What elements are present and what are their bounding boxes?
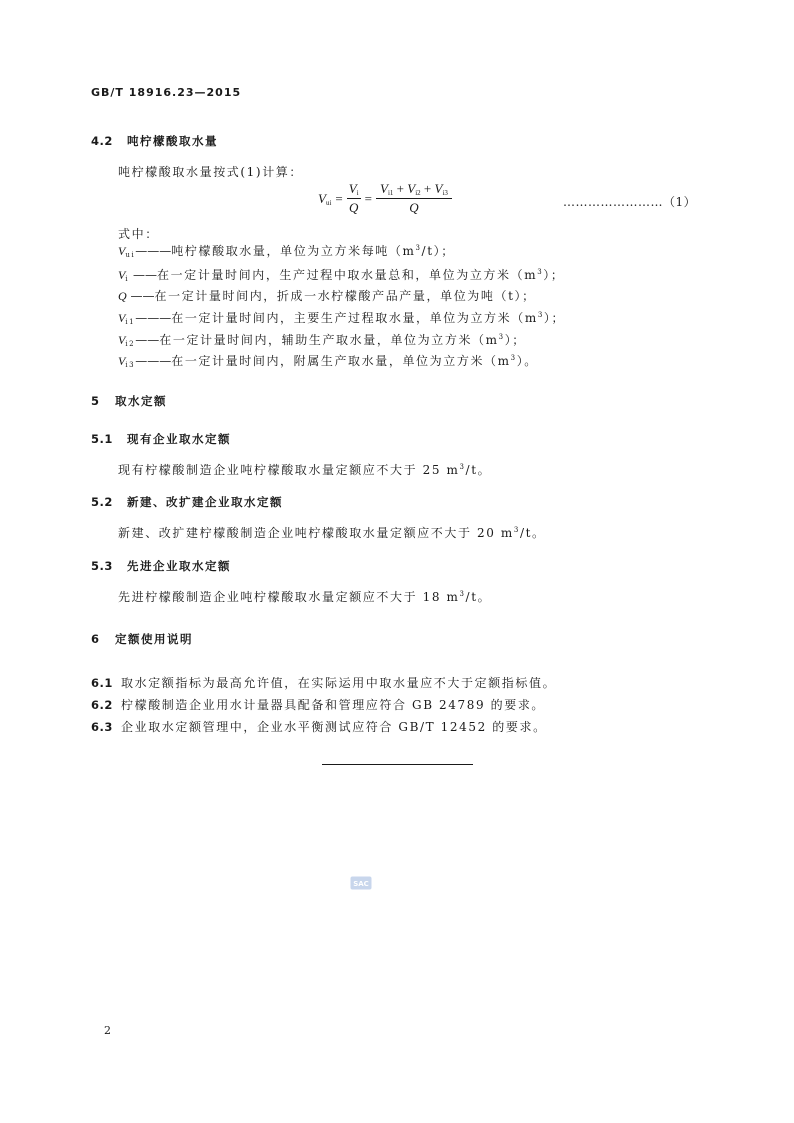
definition-row bbox=[118, 309, 565, 326]
definition-text: 在一定计量时间内，生产过程中取水量总和，单位为立方米（m bbox=[157, 268, 538, 282]
subsection-title: 先进企业取水定额 bbox=[127, 559, 231, 573]
definition-dash: —— bbox=[126, 289, 155, 303]
definition-tail: ）； bbox=[543, 268, 565, 282]
quota-unit-tail: /t。 bbox=[465, 590, 492, 604]
unit-superscript: 3 bbox=[510, 354, 517, 362]
section-5-heading bbox=[91, 393, 167, 409]
usage-item bbox=[91, 694, 545, 713]
subsection-title: 新建、改扩建企业取水定额 bbox=[127, 495, 283, 509]
definition-tail: ）。 bbox=[516, 354, 538, 368]
sac-watermark-logo bbox=[350, 876, 372, 890]
definition-row bbox=[118, 287, 536, 304]
definition-dash: —— bbox=[135, 333, 160, 347]
section-number: 4.2 bbox=[91, 134, 113, 148]
usage-item bbox=[91, 716, 547, 735]
definition-tail: ）； bbox=[543, 311, 566, 325]
variable-subscript: ui bbox=[125, 251, 136, 259]
variable-symbol: V bbox=[118, 354, 126, 368]
unit-superscript: 3 bbox=[415, 244, 422, 252]
quota-text: 先进柠檬酸制造企业吨柠檬酸取水量定额应不大于 18 m bbox=[118, 590, 460, 604]
unit-superscript: 3 bbox=[513, 526, 520, 534]
definition-tail: ）； bbox=[504, 333, 526, 347]
quota-unit-tail: /t。 bbox=[519, 526, 546, 540]
section-title: 取水定额 bbox=[115, 394, 167, 408]
variable-subscript: i1 bbox=[125, 318, 136, 326]
item-number: 6.2 bbox=[91, 698, 113, 712]
equation-lhs: $V_{ui}$ bbox=[318, 190, 332, 207]
equals-sign: = bbox=[364, 190, 372, 206]
definition-text: 在一定计量时间内，辅助生产取水量，单位为立方米（m bbox=[159, 333, 499, 347]
standard-code: GB/T 18916.23—2015 bbox=[91, 86, 242, 99]
formula-intro: 吨柠檬酸取水量按式(1)计算： bbox=[118, 165, 303, 179]
fraction-vi-over-q: $\frac{V_i}{Q}$ bbox=[348, 181, 359, 215]
definition-row bbox=[118, 242, 455, 259]
quota-text: 新建、改扩建柠檬酸制造企业吨柠檬酸取水量定额应不大于 20 m bbox=[118, 526, 514, 540]
definition-tail: /t）； bbox=[421, 244, 455, 258]
item-number: 6.1 bbox=[91, 676, 113, 690]
definition-text: 在一定计量时间内，主要生产过程取水量，单位为立方米（m bbox=[171, 311, 538, 325]
section-title: 定额使用说明 bbox=[115, 632, 193, 646]
definition-dash: ——— bbox=[135, 244, 172, 258]
end-of-standard-rule bbox=[322, 764, 473, 765]
section-number: 5 bbox=[91, 394, 100, 408]
subsection-heading bbox=[91, 431, 231, 447]
variable-symbol: V bbox=[118, 311, 126, 325]
page-number: 2 bbox=[104, 1024, 113, 1037]
equals-sign: = bbox=[335, 190, 343, 206]
definition-dash: ——— bbox=[135, 311, 172, 325]
variable-subscript: i2 bbox=[125, 340, 136, 348]
equation-number: ……………………（1） bbox=[563, 195, 697, 209]
unit-superscript: 3 bbox=[537, 268, 544, 276]
variable-symbol: Q bbox=[118, 289, 127, 303]
equation-1 bbox=[318, 181, 452, 216]
definition-row bbox=[118, 331, 526, 348]
sac-logo-icon bbox=[350, 876, 372, 890]
section-number: 6 bbox=[91, 632, 100, 646]
unit-superscript: 3 bbox=[459, 590, 466, 598]
subsection-text bbox=[118, 461, 491, 478]
definition-row bbox=[118, 266, 564, 283]
item-text: 取水定额指标为最高允许值，在实际运用中取水量应不大于定额指标值。 bbox=[121, 676, 557, 690]
definition-dash: ——— bbox=[135, 354, 172, 368]
subsection-text bbox=[118, 588, 491, 605]
item-number: 6.3 bbox=[91, 720, 113, 734]
watermark-text: SAC bbox=[353, 880, 369, 888]
definition-dash: —— bbox=[129, 268, 158, 282]
definition-text: 吨柠檬酸取水量，单位为立方米每吨（m bbox=[171, 244, 416, 258]
subsection-heading bbox=[91, 494, 283, 510]
quota-unit-tail: /t。 bbox=[465, 463, 492, 477]
section-6-heading bbox=[91, 631, 193, 647]
unit-superscript: 3 bbox=[537, 311, 544, 319]
variable-symbol: V bbox=[118, 244, 126, 258]
quota-text: 现有柠檬酸制造企业吨柠檬酸取水量定额应不大于 25 m bbox=[118, 463, 460, 477]
subsection-number: 5.3 bbox=[91, 559, 113, 573]
subsection-number: 5.2 bbox=[91, 495, 113, 509]
definition-text: 在一定计量时间内，附属生产取水量，单位为立方米（m bbox=[171, 354, 511, 368]
fraction-sum-over-q: $\frac{V_{i1} + V_{i2} + V_{i3}}{Q}$ bbox=[376, 181, 452, 216]
variable-symbol: V bbox=[118, 268, 126, 282]
usage-item bbox=[91, 672, 556, 691]
item-text: 柠檬酸制造企业用水计量器具配备和管理应符合 GB 24789 的要求。 bbox=[121, 698, 546, 712]
unit-superscript: 3 bbox=[459, 463, 466, 471]
variable-symbol: V bbox=[118, 333, 126, 347]
unit-superscript: 3 bbox=[498, 333, 505, 341]
item-text: 企业取水定额管理中，企业水平衡测试应符合 GB/T 12452 的要求。 bbox=[121, 720, 547, 734]
subsection-text bbox=[118, 524, 546, 541]
variable-subscript: i3 bbox=[125, 361, 136, 369]
section-title: 吨柠檬酸取水量 bbox=[127, 134, 218, 148]
definition-row bbox=[118, 352, 538, 369]
subsection-heading bbox=[91, 558, 231, 574]
section-4-2-heading bbox=[91, 133, 218, 149]
subsection-title: 现有企业取水定额 bbox=[127, 432, 231, 446]
subsection-number: 5.1 bbox=[91, 432, 113, 446]
variable-subscript: i bbox=[125, 275, 130, 283]
where-label: 式中： bbox=[118, 227, 159, 241]
definition-text: 在一定计量时间内，折成一水柠檬酸产品产量，单位为吨（t）； bbox=[154, 289, 536, 303]
